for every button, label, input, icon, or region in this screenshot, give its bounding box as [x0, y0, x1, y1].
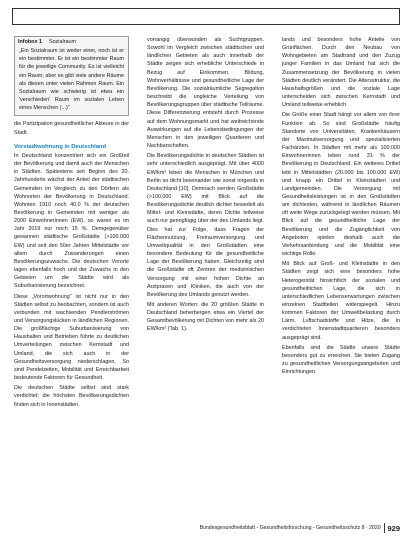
infobox-label: Infobox 1: [18, 39, 42, 45]
paragraph: Mit anderen Worten: die 20 größten Städte in Deutschland beherbergen etwa ein Viertel der Gesamtbevölkerung mit Dichten von mehr als 20 EW/km² (Tab. 1).: [147, 302, 264, 333]
footer-divider: [384, 523, 385, 533]
paragraph: Mit Blick auf Groß- und Kleinstädte in den Städten zeigt sich eine besonders hohe Heterogenität hinsichtlich der sozialen und gesundheitlichen Lage, die sich in unterschiedlichen Lebenserwartungen zwischen einzelnen Stadtteilen widerspiegelt. Hinzu kommen Faktoren der Umweltbelastung durch Lärm, Luftschadstoffe und Hitze, die in verdichteten Innenstadtquartieren besonders ausgeprägt sind.: [282, 261, 400, 341]
paragraph: vorrangig überwunden als Suchtgruppen. Sowohl im Vergleich zwischen städtischen und ländlichen Gebieten als auch innerhalb der Städte zeigen sich erhebliche Unterschiede in Bezug auf Einkommen, Bildung, Wohnverhältnisse und gesundheitliche Lage der Bevölkerung. Die sozialräumliche Segregation beschreibt die ungleiche Verteilung von Bevölkerungsgruppen über städtische Teilräume. Diese Differenzierung entsteht durch Prozesse auf dem Wohnungsmarkt und hat weitreichende Auswirkungen auf die Lebensbedingungen der Menschen in den jeweiligen Quartieren und Nachbarschaften.: [147, 37, 264, 150]
article-body: [14, 36, 400, 516]
infobox-text: „Ein Sozialraum ist weder einer, noch ist er ein bestimmter. Er ist ein bestimmter Raum für die jeweilige Community. Es ist vielleicht ein Raum; aber es gibt viele andere Räume als diesen unter vielen Rahmen Raum. Ein Sozialraum wie schwierig ist etwa ein 'verschieden' Raum im sozialen Leben eines Menschen (...)“: [19, 48, 124, 112]
paragraph: Diese „Vorortwohnung“ ist nicht nur in den Städten selbst zu beobachten, sondern ist auch verbunden mit wachsenden Pendlerströmen und Versorgungslücken in ländlichen Regionen. Die großflächige Suburbanisierung von Haushalten und Betrieben führte zu deutlichen Umverteilungen zwischen Kernstadt und Umland, die sich auch in der Gesundheitsversorgung niederschlagen. So sind Pendelzeiten, Mobilität und Erreichbarkeit bedeutende Faktoren für Gesundheit.: [14, 293, 129, 382]
infobox-header: [15, 37, 128, 47]
section-heading: Vorstadtwohnung in Deutschland: [14, 143, 106, 150]
header-bar: [12, 8, 400, 25]
paragraph: In Deutschland konzentriert sich ein Großteil der Bevölkerung und damit auch der Menschen in Städten. Spätestens seit Beginn des 20. Jahrhunderts wächst der Anteil der städtischen Gemeinden im Vergleich zu den Dörfern als Wohnorten der Bevölkerung in Deutschland. Wohnten 1910 noch 40,0 % der deutschen Bevölkerung in Gemeinden mit weniger als 2000 Einwohnerinnen (EW), so waren es im Jahr 2019 nur noch 15 %. Demgegenüber gewannen städtische Großstädte (>100.000 EW) und seit den 50er Jahren Mittelstädte vor allem durch Zuwanderungen einen Bevölkerungszuwachs. Die deutschen Vororte lagen ebenfalls hoch und der Zuwachs in den Gebieten um die Städte wird als Suburbanisierung bezeichnet.: [14, 152, 129, 290]
page-footer: [175, 522, 400, 534]
infobox-title: Sozialraum: [48, 39, 76, 45]
paragraph: Die deutschen Städte selbst sind stark verdichtet; die höchsten Bevölkerungsdichten finden sich in Innenstädten.: [14, 385, 129, 408]
paragraph: Die Bevölkerungsdichte in deutschen Städten ist sehr unterschiedlich ausgeprägt. Mit über 4000 EW/km² leben die Menschen in München und Berlin so dicht beieinander wie sonst nirgends in Deutschland [10]. Demnach werden Großstädte (>100.000 EW) mit Blick auf die Bevölkerungsdichte deutlich dichter besiedelt als Mittel- und Kleinstädte, deren Dichte teilweise auch nur geringfügig über der des Umlands liegt. Dies hat zur Folge, dass Fragen der Flächennutzung, Freiraumversorgung und Umweltqualität in den Großstädten eine besondere Bedeutung für die gesundheitliche Lage der Bevölkerung haben. Gleichzeitig sind die Großstädte oft Zentren der medizinischen Versorgung mit einer hohen Dichte an Arztpraxen und Kliniken, die auch von der Bevölkerung des Umlands genutzt werden.: [147, 153, 264, 298]
page-number: 929: [387, 523, 400, 533]
column-2: [147, 36, 264, 516]
paragraph: Die Größe einer Stadt hängt vor allem von ihrer Funktion ab. So sind Großstädte häufig Standorte von Universitäten, Krankenhäusern der Maximalversorgung und spezialisierten Fachärzten. In Städten mit mehr als 100.000 Einwohnerinnen leben rund 31 % der Bevölkerung in Deutschland. Ein weiteres Drittel lebt in Mittelstädten (20.000 bis 100.000 EW) und knapp ein Drittel in Kleinstädten und Landgemeinden. Die Versorgung mit Gesundheitsleistungen ist in den Großstädten am dichtesten, während in ländlichen Räumen oft weite Wege zurückgelegt werden müssen. Mit Blick auf die gesundheitliche Lage der Bevölkerung und die Zugänglichkeit von Angeboten spielen deshalb auch die Verkehrsanbindung und die Mobilität eine wichtige Rolle.: [282, 112, 400, 258]
column-1: [14, 36, 129, 516]
journal-citation: Bundesgesundheitsblatt - Gesundheitsforschung - Gesundheitsschutz 8 · 2020: [199, 525, 381, 531]
paragraph: Ebenfalls sind die Städte unsere Städte besonders gut zu erreichen. Sie bieten Zugang zu gesundheitlichen Versorgungsangeboten und Einrichtungen.: [282, 344, 400, 376]
infobox: [14, 36, 129, 116]
column-3: [282, 36, 400, 516]
paragraph: lands und besonders hohe Anteile von Grünflächen. Durch den Neubau von Wohngebieten am Stadtrand und den Zuzug junger Familien in das Umland hat sich die Zusammensetzung der Bevölkerung in vielen Städten deutlich verändert. Die Altersstruktur, die Haushaltsgrößen und die soziale Lage unterscheiden sich zwischen Kernstadt und Umland teilweise erheblich.: [282, 37, 400, 109]
paragraph: die Partizipation gesundheitlicher Akteure in der Stadt.: [14, 121, 129, 136]
